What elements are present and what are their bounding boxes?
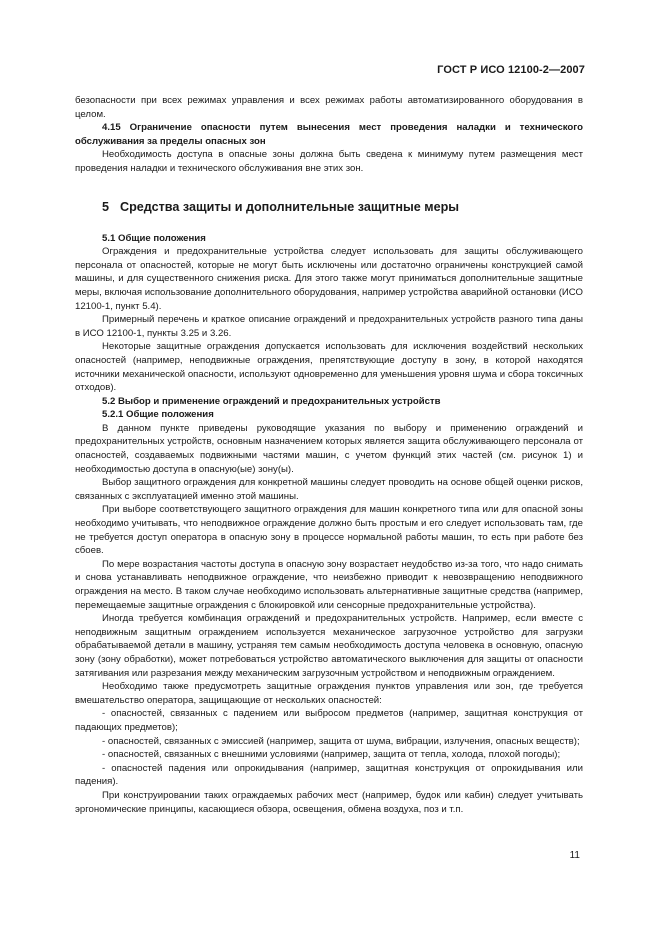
document-header: ГОСТ Р ИСО 12100-2—2007: [437, 64, 585, 76]
subsection-heading: 5.2.1 Общие положения: [102, 409, 214, 421]
list-item: - опасностей, связанных с эмиссией (например, защита от шума, вибрации, излучения, опасных веществ);: [102, 735, 580, 747]
section-title: Средства защиты и дополнительные защитные меры: [120, 199, 460, 214]
paragraph: Примерный перечень и краткое описание ограждений и предохранительных устройств разного типа даны в ИСО 12100-1, пункты 3.25 и 3.26.: [75, 314, 583, 339]
subsection-heading: 5.1 Общие положения: [102, 232, 206, 244]
section-heading: [102, 199, 583, 215]
paragraph: По мере возрастания частоты доступа в опасную зону возрастает неудобство из-за того, что надо снимать и снова устанавливать неподвижное ограждение, что неизбежно приводит к невозвращению неподвижного ограждения на место. В таком случае необходимо использовать альтернативные защитные средства (например, перемещаемые защитные ограждения с блокировкой или сенсорные предохранительные устройства).: [75, 558, 583, 611]
section-number: 5: [102, 199, 110, 214]
subsection-heading: 4.15 Ограничение опасности путем вынесения мест проведения наладки и технического обслуживания за пределы опасных зон: [75, 122, 583, 147]
paragraph: При выборе соответствующего защитного ограждения для машин конкретного типа или для опасной зоны необходимо учитывать, что неподвижное ограждение должно быть простым и его следует использовать там, где не требуется доступ оператора в опасную зону в процессе нормальной работы машин, то есть при работе без сбоев.: [75, 504, 583, 557]
list-item: - опасностей, связанных с внешними условиями (например, защита от тепла, холода, плохой погоды);: [102, 749, 561, 761]
list-item: - опасностей падения или опрокидывания (например, защитная конструкция от опрокидывания или падения).: [75, 762, 583, 788]
paragraph: Ограждения и предохранительные устройства следует использовать для защиты обслуживающего персонала от опасностей, которые не могут быть исключены или достаточно ограничены конструкцией самой машины, и для существенного снижения риска. Для этого также могут приниматься дополнительные защитные меры, включая использование дополнительного оборудования, например устройства аварийной остановки (ИСО 12100-1, пункт 5.4).: [75, 246, 583, 312]
paragraph: Необходимость доступа в опасные зоны должна быть сведена к минимуму путем размещения мест проведения наладки и технического обслуживания вне этих зон.: [75, 149, 583, 174]
page-content: [75, 94, 583, 816]
paragraph: безопасности при всех режимах управления и всех режимах работы автоматизированного оборудования в целом.: [75, 95, 583, 120]
paragraph: Выбор защитного ограждения для конкретной машины следует проводить на основе общей оценки рисков, связанных с эксплуатацией именно этой машины.: [75, 477, 583, 502]
page-number: 11: [569, 850, 580, 861]
paragraph: Необходимо также предусмотреть защитные ограждения пунктов управления или зон, где требуется вмешательство оператора, защищающие от нескольких опасностей:: [75, 681, 583, 706]
paragraph: Некоторые защитные ограждения допускается использовать для исключения воздействий нескольких опасностей (например, неподвижные ограждения, препятствующие доступу в зону, в которой находятся источники механической опасности, используют одновременно для уменьшения уровня шума и сбора токсичных отходов).: [75, 341, 583, 394]
paragraph: В данном пункте приведены руководящие указания по выбору и применению ограждений и предохранительных устройств, основным назначением которых является защита обслуживающего персонала от опасностей, создаваемых подвижными частями машин, с учетом функций этих частей (см. рисунок 1) и необходимостью доступа в опасную(ые) зону(ы).: [75, 422, 583, 475]
paragraph: При конструировании таких ограждаемых рабочих мест (например, будок или кабин) следует учитывать эргономические принципы, касающиеся обзора, освещения, обмена воздуха, поз и т.п.: [75, 789, 583, 815]
list-item: - опасностей, связанных с падением или выбросом предметов (например, защитная конструкция от падающих предметов);: [75, 708, 583, 733]
subsection-heading: 5.2 Выбор и применение ограждений и предохранительных устройств: [102, 395, 441, 407]
paragraph: Иногда требуется комбинация ограждений и предохранительных устройств. Например, если вместе с неподвижным защитным ограждением используется механическое загрузочное устройство для загрузки обрабатываемой детали в машину, устраняя тем самым необходимость доступа человека в основную, опасную зону (зону обработки), может потребоваться устройство автоматического выключения для защиты от опасности затягивания или разрезания между механическим загрузочным устройством и неподвижным ограждением.: [75, 613, 583, 679]
